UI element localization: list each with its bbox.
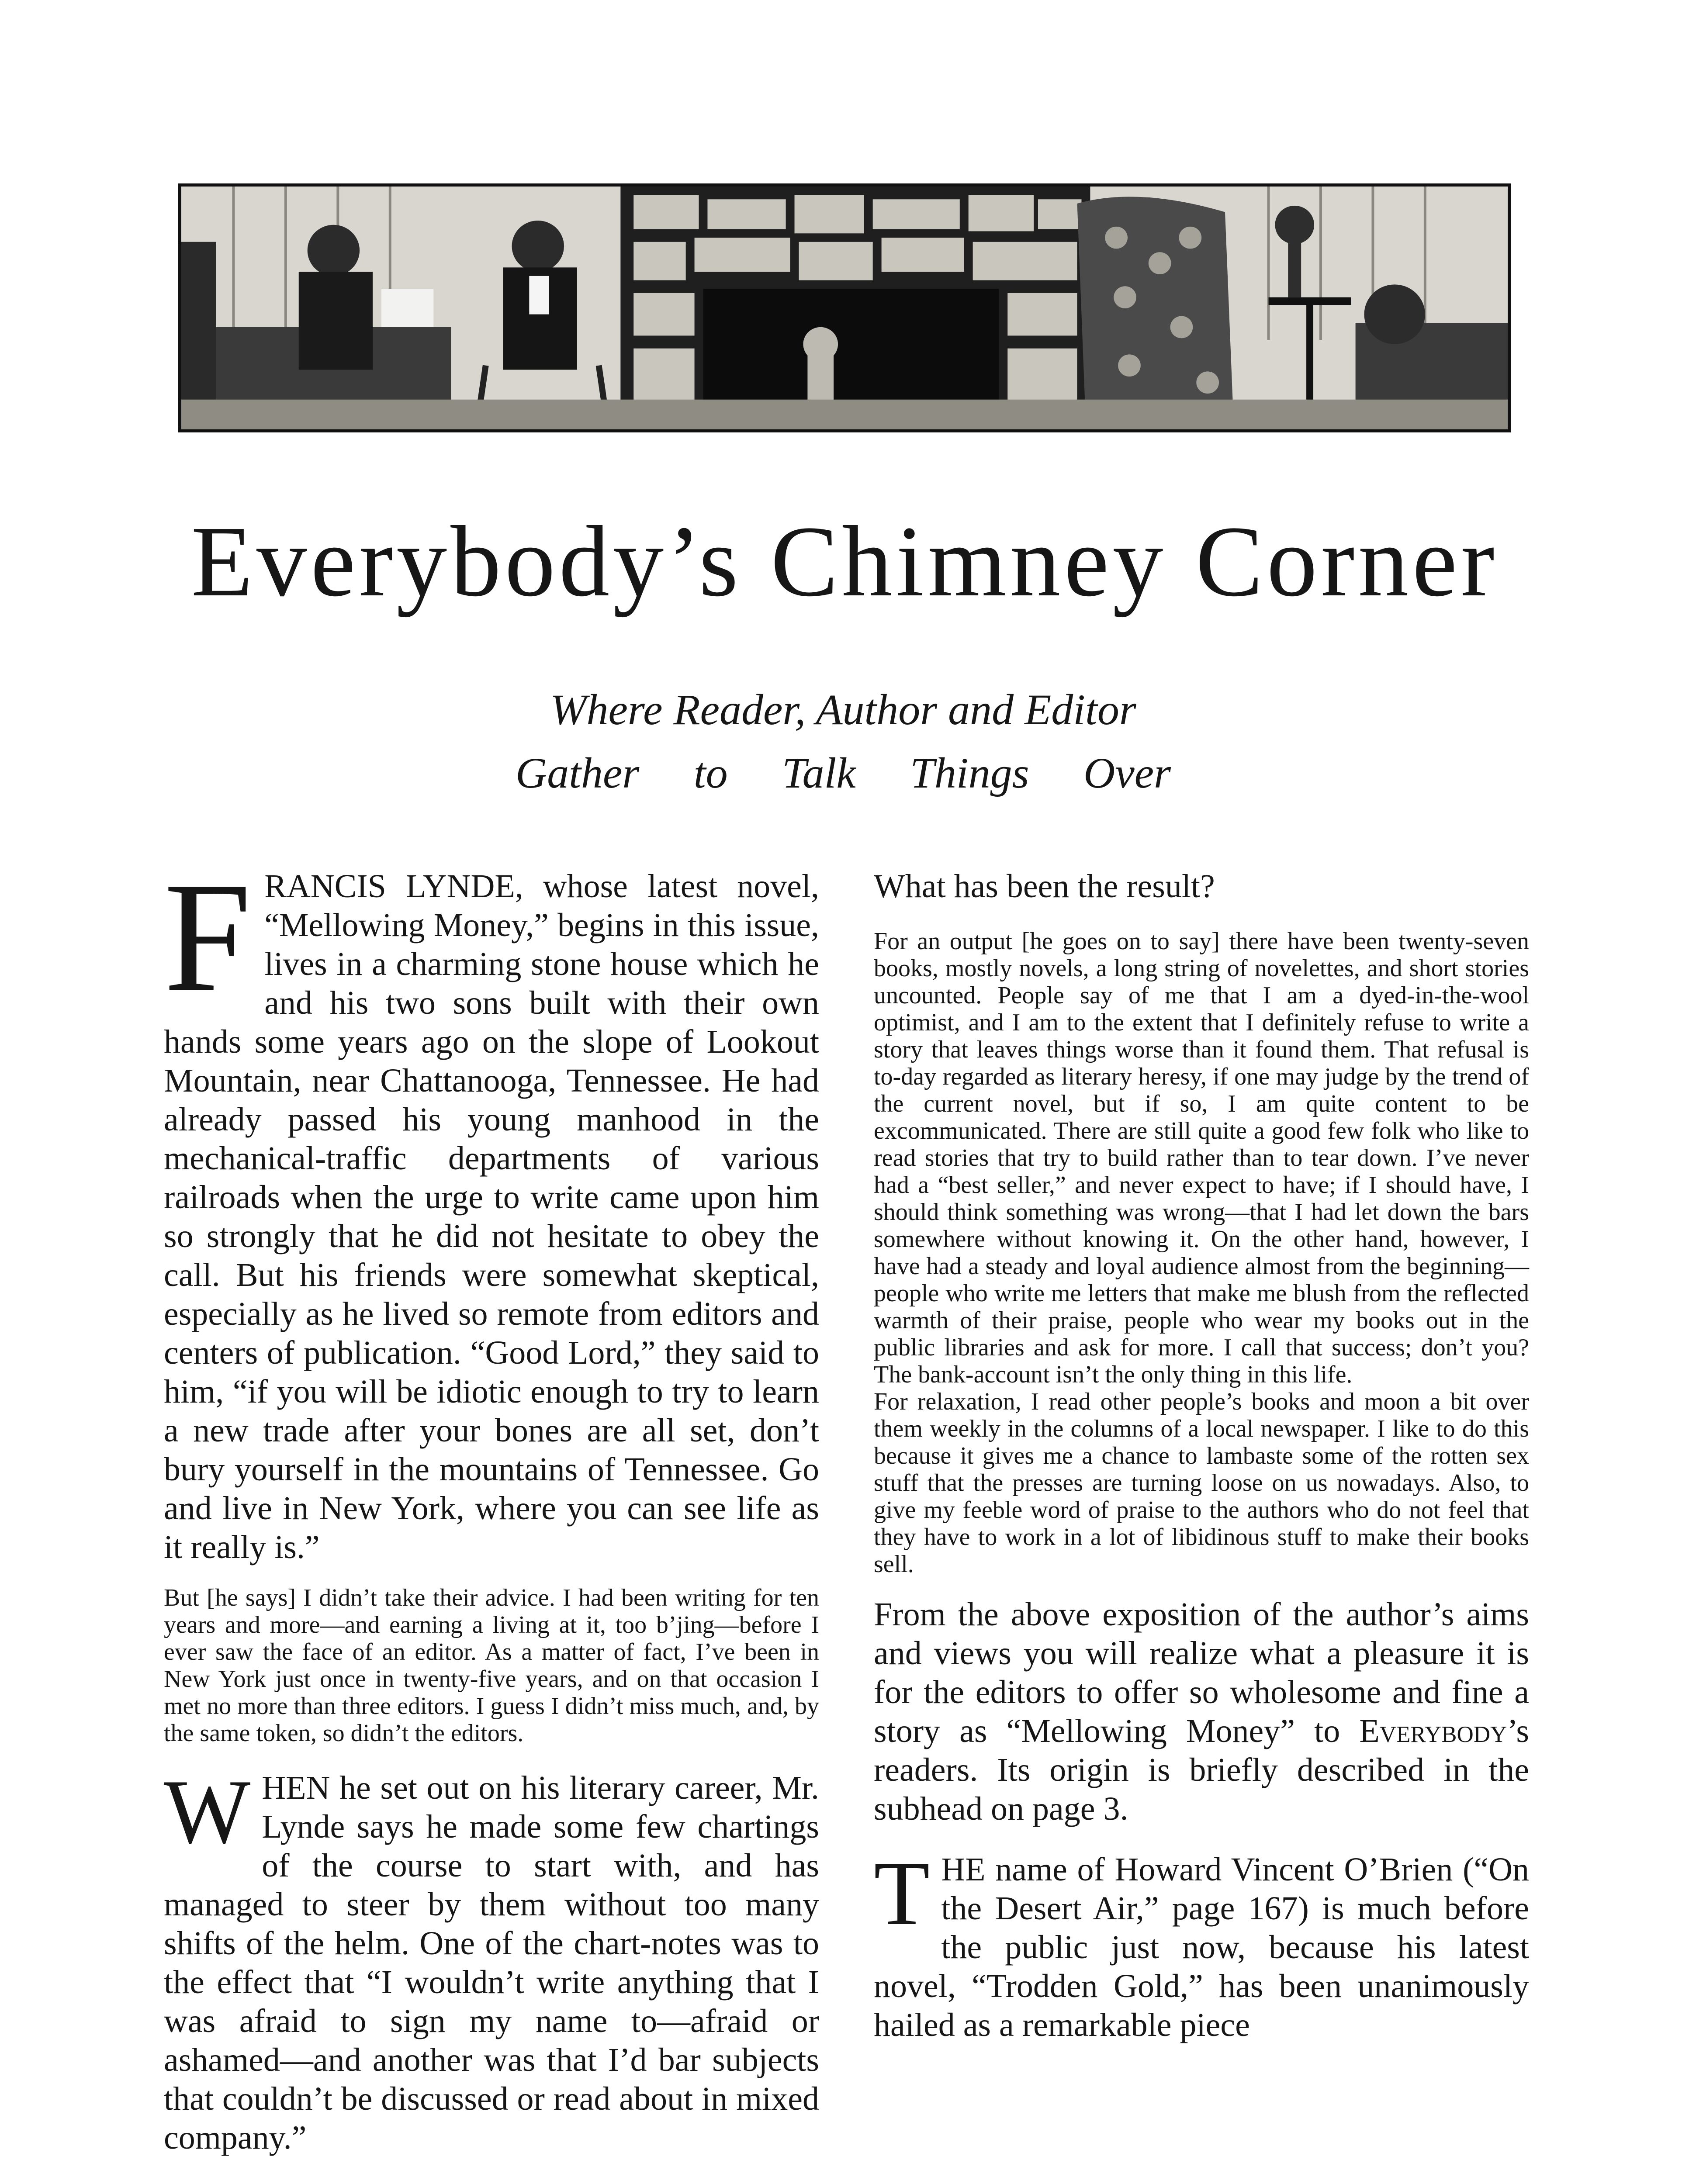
right-column bbox=[874, 867, 1529, 2045]
drop-cap: W bbox=[164, 1761, 251, 1863]
article-paragraph-obrien bbox=[874, 1843, 1529, 2045]
drop-cap: T bbox=[874, 1843, 930, 1944]
subtitle-line-1: Where Reader, Author and Editor bbox=[550, 685, 1136, 734]
magazine-name: Everybody bbox=[1359, 1713, 1507, 1749]
paragraph-text: whose latest novel, “Mellowing Money,” begins in this issue, lives in a charming stone house which he and his two sons built with their own hands some years ago on the slope of Lookout Mountain, near Chattanooga, Tennessee. He had already passed his young manhood in the mechanical-traffic departments of various railroads when the urge to write came upon him so strongly that he did not hesitate to obey the call. But his friends were somewhat skeptical, especially as he lived so remote from editors and centers of publication. “Good Lord,” they said to him, “if you will be idiotic enough to try to learn a new trade after your bones are all set, don’t bury yourself in the mountains of Tennessee. Go and live in New York, where you can see life as it really is.” bbox=[164, 868, 819, 1565]
article-paragraph-lynde-intro bbox=[164, 850, 819, 1567]
author-quote-block: But [he says] I didn’t take their advice. I had been writing for ten years and more—and earning a living at it, too b’jing—before I ever saw the face of an editor. As a matter of fact, I’ve been in New York just once in twenty-five years, and on that occasion I met no more than three editors. I guess I didn’t miss much, and, by the same token, so didn’t the editors. bbox=[164, 1584, 819, 1747]
lead-in-caps: RANCIS LYNDE, bbox=[264, 868, 523, 905]
page-title: Everybody’s Chimney Corner bbox=[191, 505, 1498, 618]
author-quote-block: For an output [he goes on to say] there have been twenty-seven books, mostly novels, a long string of novelettes, and short stories uncounted. People say of me that I am a dyed-in-the-wool optimist, and I am to the extent that I definitely refuse to write a story that leaves things worse than it found them. That refusal is to-day regarded as literary heresy, if one may judge by the trend of the current novel, but if so, I am quite content to be excommunicated. There are still quite a good few folk who like to read stories that try to build rather than to tear down. I’ve never had a “best seller,” and never expect to have; if I should have, I should think something was wrong—that I had let down the bars somewhere without knowing it. On the other hand, however, I have had a steady and loyal audience almost from the beginning—people who write me letters that make me blush from the reflected warmth of their praise, people who wear my books out in the public libraries and ask for more. I call that success; don’t you? The bank-account isn’t the only thing in this life. bbox=[874, 928, 1529, 1388]
article-paragraph-editors bbox=[874, 1595, 1529, 1828]
paragraph-text: he set out on his literary career, Mr. Lynde says he made some few chartings of the course to start with, and has managed to steer by them without too many shifts of the helm. One of the chart-notes was to the effect that “I wouldn’t write anything that I was afraid to sign my name to—afraid or ashamed—and another was that I’d bar subjects that couldn’t be discussed or read about in mixed company.” bbox=[164, 1769, 819, 2156]
paragraph-text: name of Howard Vincent O’Brien (“On the Desert Air,” page 167) is much before the public just now, because his latest novel, “Trodden Gold,” has been unanimously hailed as a remarkable piece bbox=[874, 1851, 1529, 2043]
article-paragraph-literary-career bbox=[164, 1761, 819, 2157]
left-column bbox=[164, 850, 819, 2157]
drop-cap: F bbox=[164, 850, 252, 1024]
lead-in-caps: HEN bbox=[262, 1769, 330, 1806]
header-illustration bbox=[178, 183, 1511, 432]
result-question: What has been the result? bbox=[874, 868, 1215, 905]
paragraph-text: From the above exposition of the author’s aims and views you will realize what a pleasure it is for the editors to offer so wholesome and fine a story as “Mellowing Money” to bbox=[874, 1596, 1529, 1749]
lead-in-caps: HE bbox=[941, 1851, 986, 1888]
paragraph-text: ’s readers. Its origin is briefly described in the subhead on page 3. bbox=[874, 1713, 1529, 1827]
author-quote-block: For relaxation, I read other people’s books and moon a bit over them weekly in the columns of a local newspaper. I like to do this because it gives me a chance to lambaste some of the rotten sex stuff that the presses are turning loose on us nowadays. Also, to give my feeble word of praise to the authors who do not feel that they have to work in a lot of libidinous stuff to make their books sell. bbox=[874, 1388, 1529, 1578]
fireside-scene-illustration-icon bbox=[181, 187, 1508, 429]
subtitle-line-2: Gather to Talk Things Over bbox=[516, 749, 1171, 797]
